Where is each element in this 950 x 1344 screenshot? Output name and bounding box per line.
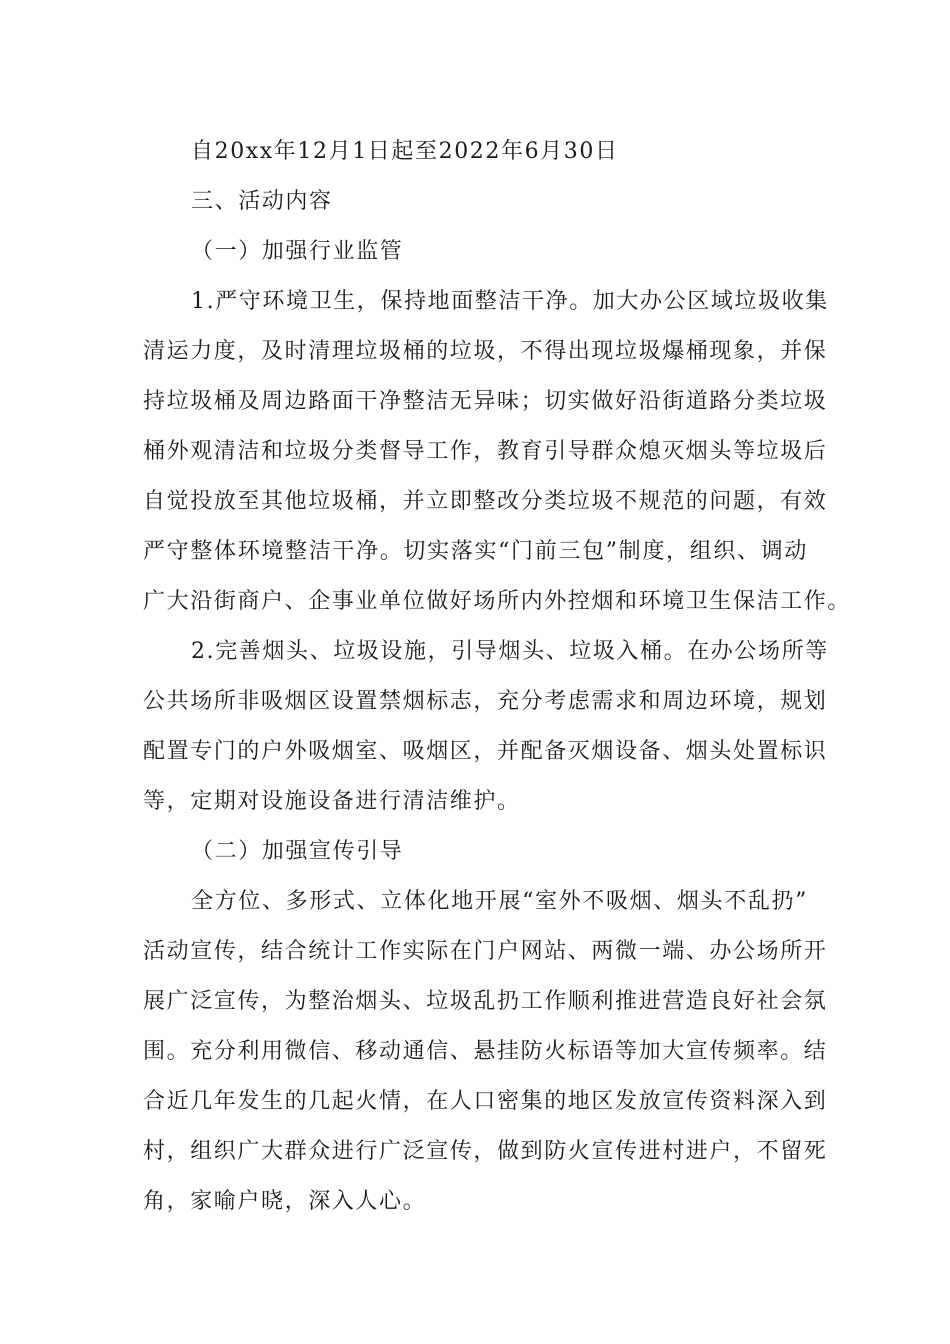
paragraph-line: 1.严守环境卫生，保持地面整洁干净。加大办公区域垃圾收集 xyxy=(191,289,829,314)
paragraph-line: 等，定期对设施设备进行清洁维护。 xyxy=(143,789,521,814)
subsection-heading-industry-supervision: （一）加强行业监管 xyxy=(191,239,404,264)
paragraph-line: 自觉投放至其他垃圾桶，并立即整改分类垃圾不规范的问题，有效 xyxy=(143,489,828,514)
paragraph-line: 围。充分利用微信、移动通信、悬挂防火标语等加大宣传频率。结 xyxy=(143,1039,828,1064)
paragraph-line: 严守整体环境整洁干净。切实落实“门前三包”制度，组织、调动 xyxy=(143,539,808,564)
section-heading-activity-content: 三、活动内容 xyxy=(191,189,333,214)
paragraph-line: 展广泛宣传，为整治烟头、垃圾乱扔工作顺利推进营造良好社会氛 xyxy=(143,989,828,1014)
paragraph-line: 合近几年发生的几起火情，在人口密集的地区发放宣传资料深入到 xyxy=(143,1089,828,1114)
paragraph-line: 村，组织广大群众进行广泛宣传，做到防火宣传进村进户，不留死 xyxy=(143,1139,828,1164)
paragraph-line: 桶外观清洁和垃圾分类督导工作，教育引导群众熄灭烟头等垃圾后 xyxy=(143,439,828,464)
subsection-heading-publicity-guidance: （二）加强宣传引导 xyxy=(191,839,404,864)
paragraph-line: 公共场所非吸烟区设置禁烟标志，充分考虑需求和周边环境，规划 xyxy=(143,689,828,714)
paragraph-line: 配置专门的户外吸烟室、吸烟区，并配备灭烟设备、烟头处置标识 xyxy=(143,739,828,764)
paragraph-line: 清运力度，及时清理垃圾桶的垃圾，不得出现垃圾爆桶现象，并保 xyxy=(143,339,828,364)
paragraph-line: 2.完善烟头、垃圾设施，引导烟头、垃圾入桶。在办公场所等 xyxy=(191,639,829,664)
paragraph-line: 全方位、多形式、立体化地开展“室外不吸烟、烟头不乱扔” xyxy=(191,889,808,914)
paragraph-line: 持垃圾桶及周边路面干净整洁无异味；切实做好沿街道路分类垃圾 xyxy=(143,389,828,414)
paragraph-line: 广大沿街商户、企事业单位做好场所内外控烟和环境卫生保洁工作。 xyxy=(143,589,852,614)
paragraph-line: 活动宣传，结合统计工作实际在门户网站、两微一端、办公场所开 xyxy=(143,939,828,964)
date-range-line: 自20xx年12月1日起至2022年6月30日 xyxy=(191,139,619,164)
paragraph-line: 角，家喻户晓，深入人心。 xyxy=(143,1189,427,1214)
